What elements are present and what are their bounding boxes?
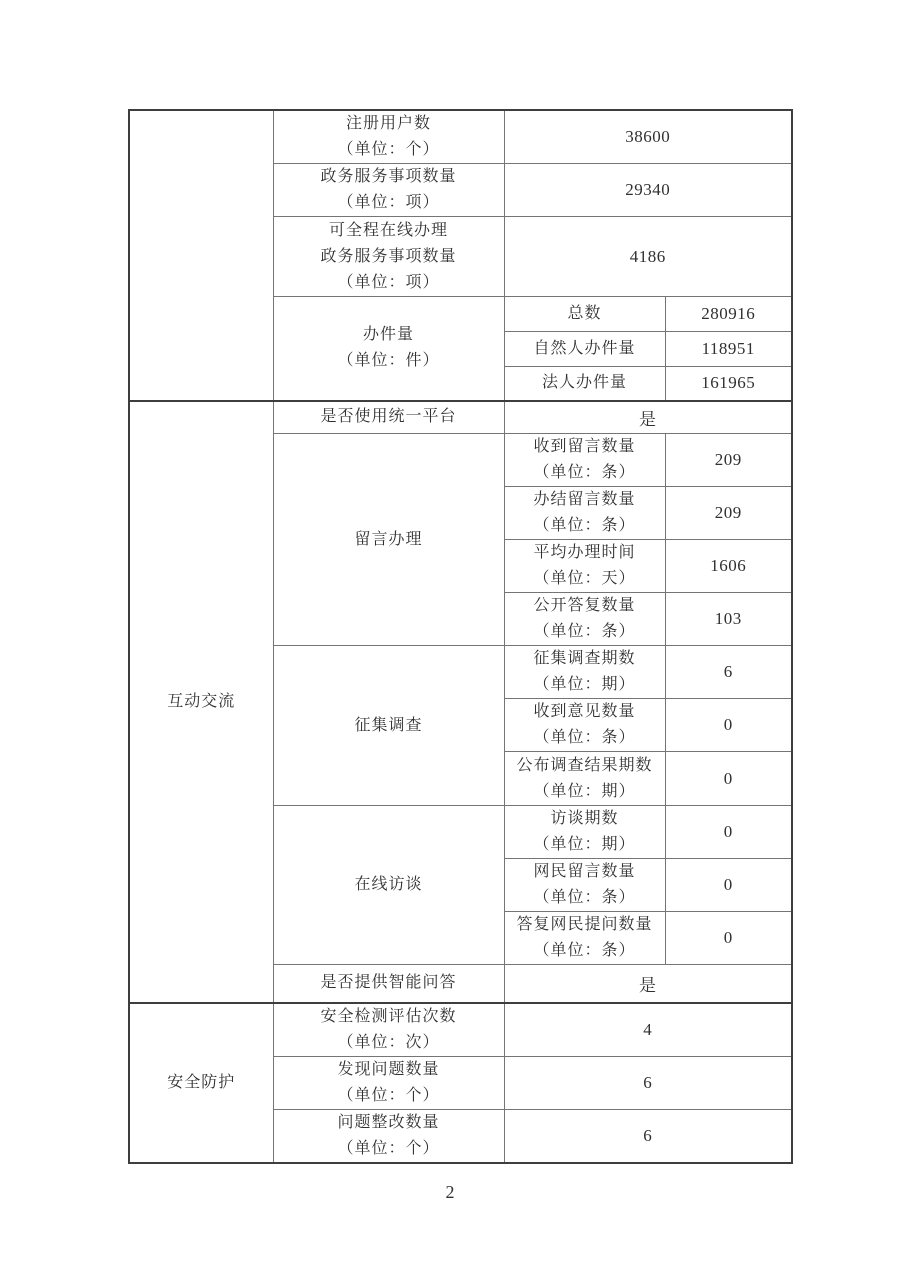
value-smart-qa: 是 [504,965,792,1003]
sublabel-legal-person: 法人办件量 [504,367,665,401]
value-messages-received: 209 [665,434,792,487]
value-registered-users: 38600 [504,110,792,164]
value-legal-person-cases: 161965 [665,367,792,401]
label-survey-collection: 征集调查 [273,646,504,806]
label-problems-found [273,1056,504,1109]
label-line: 公开答复数量 [533,597,636,614]
label-registered-users [273,110,504,164]
group-cell-security-protection: 安全防护 [129,1003,273,1163]
label-message-handling: 留言办理 [273,434,504,646]
label-line: 征集调查期数 [533,650,636,667]
annual-report-table [128,109,793,1164]
sublabel-messages-completed [504,487,665,540]
sublabel-results-published [504,752,665,806]
value-unified-platform: 是 [504,401,792,434]
value-survey-periods: 6 [665,646,792,699]
sublabel-messages-received [504,434,665,487]
label-unit-line: （单位：件） [337,352,440,370]
label-line: 安全检测评估次数 [320,1007,457,1025]
label-line: 平均办理时间 [533,544,636,561]
label-line: 发现问题数量 [337,1060,440,1078]
label-unit-line: （单位：期） [533,836,636,853]
sublabel-natural-person: 自然人办件量 [504,332,665,367]
label-unit-line: （单位：条） [533,517,636,534]
value-public-replies: 103 [665,593,792,646]
sublabel-avg-handling-time [504,540,665,593]
label-online-service-items [273,217,504,297]
label-line: 政务服务事项数量 [320,168,457,185]
label-unit-line: （单位：个） [337,1086,440,1104]
label-online-interview: 在线访谈 [273,806,504,965]
sublabel-netizen-messages [504,859,665,912]
label-unit-line: （单位：个） [337,1139,440,1157]
value-netizen-messages: 0 [665,859,792,912]
label-unit-line: （单位：条） [533,942,636,959]
sublabel-total: 总数 [504,297,665,332]
label-unit-line: （单位：个） [337,141,440,158]
label-unit-line: （单位：次） [337,1033,440,1051]
label-unit-line: （单位：期） [533,782,636,800]
label-smart-qa: 是否提供智能问答 [273,965,504,1003]
label-line: 办结留言数量 [533,491,636,508]
label-unit-line: （单位：天） [533,570,636,587]
value-total-cases: 280916 [665,297,792,332]
label-line: 收到留言数量 [533,438,636,455]
label-line: 注册用户数 [345,115,431,132]
label-security-assessment [273,1003,504,1057]
sublabel-opinions-received [504,699,665,752]
label-line: 网民留言数量 [533,863,636,880]
label-unit-line: （单位：条） [533,889,636,906]
value-natural-person-cases: 118951 [665,332,792,367]
value-security-assessment: 4 [504,1003,792,1057]
label-problems-rectified [273,1109,504,1163]
label-line: 访谈期数 [550,810,619,827]
label-line: 办件量 [362,326,414,344]
value-results-published: 0 [665,752,792,806]
value-service-items: 29340 [504,164,792,217]
value-problems-rectified: 6 [504,1109,792,1163]
label-unit-line: （单位：项） [337,194,440,211]
label-unit-line: （单位：条） [533,729,636,746]
sublabel-public-replies [504,593,665,646]
label-unit-line: （单位：期） [533,676,636,693]
label-line: 可全程在线办理 [328,221,448,239]
label-unified-platform: 是否使用统一平台 [273,401,504,434]
label-unit-line: （单位：条） [533,623,636,640]
sublabel-netizen-replies [504,912,665,965]
label-case-volume [273,297,504,401]
label-line: 政务服务事项数量 [320,247,457,265]
value-avg-handling-time: 1606 [665,540,792,593]
value-problems-found: 6 [504,1056,792,1109]
group-cell-blank [129,110,273,401]
value-netizen-replies: 0 [665,912,792,965]
label-line: 问题整改数量 [337,1113,440,1131]
label-line: 收到意见数量 [533,703,636,720]
sublabel-interview-periods [504,806,665,859]
value-online-service-items: 4186 [504,217,792,297]
label-line: 公布调查结果期数 [516,756,653,774]
label-unit-line: （单位：项） [337,273,440,291]
value-interview-periods: 0 [665,806,792,859]
group-cell-interaction: 互动交流 [129,401,273,1003]
value-messages-completed: 209 [665,487,792,540]
value-opinions-received: 0 [665,699,792,752]
page-number: 2 [445,1182,455,1202]
label-service-items [273,164,504,217]
label-unit-line: （单位：条） [533,464,636,481]
label-line: 答复网民提问数量 [516,916,653,933]
sublabel-survey-periods [504,646,665,699]
